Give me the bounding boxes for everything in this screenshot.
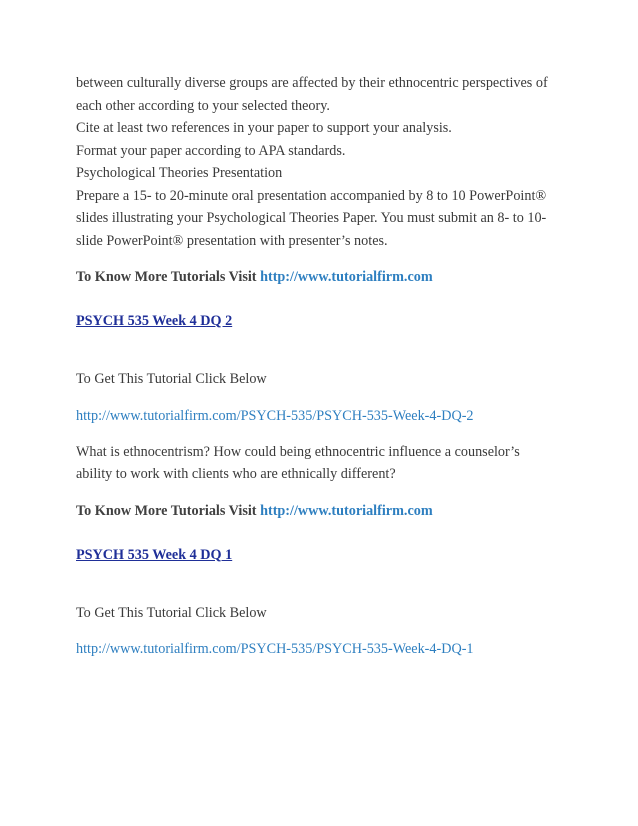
intro-line: Psychological Theories Presentation — [76, 165, 283, 181]
section-title-dq2-link[interactable]: PSYCH 535 Week 4 DQ 2 — [76, 313, 233, 329]
intro-paragraph — [76, 72, 566, 252]
know-more-text: To Know More Tutorials Visit — [76, 269, 261, 285]
intro-line: Prepare a 15- to 20-minute oral presentation accompanied by 8 to 10 PowerPoint® — [76, 187, 547, 204]
section-title-dq1-link[interactable]: PSYCH 535 Week 4 DQ 1 — [76, 546, 233, 563]
know-more-line — [76, 266, 566, 288]
tutorialfirm-home-link[interactable]: http://www.tutorialfirm.com — [260, 269, 433, 285]
tutorial-cta: To Get This Tutorial Click Below — [76, 604, 267, 621]
know-more-line — [76, 500, 566, 522]
tutorial-dq2-url-link[interactable]: http://www.tutorialfirm.com/PSYCH-535/PSYCH-535-Week-4-DQ-2 — [76, 407, 474, 424]
intro-line: between culturally diverse groups are affected by their ethnocentric perspectives of — [76, 75, 548, 91]
intro-line: slides illustrating your Psychological Theories Paper. You must submit an 8- to 10- — [76, 210, 547, 226]
document-page — [76, 72, 566, 660]
question-line: What is ethnocentrism? How could being ethnocentric influence a counselor’s — [76, 443, 520, 460]
know-more-text: To Know More Tutorials Visit — [76, 502, 261, 519]
intro-line: each other according to your selected theory. — [76, 97, 330, 114]
intro-line: Cite at least two references in your paper to support your analysis. — [76, 120, 452, 136]
intro-line: slide PowerPoint® presentation with presenter’s notes. — [76, 232, 388, 249]
tutorialfirm-home-link[interactable]: http://www.tutorialfirm.com — [260, 502, 433, 519]
tutorial-dq1-url-link[interactable]: http://www.tutorialfirm.com/PSYCH-535/PSYCH-535-Week-4-DQ-1 — [76, 641, 474, 657]
intro-line: Format your paper according to APA standards. — [76, 142, 346, 159]
question-line: ability to work with clients who are ethnically different? — [76, 466, 396, 482]
discussion-question — [76, 441, 566, 486]
tutorial-cta: To Get This Tutorial Click Below — [76, 371, 267, 387]
